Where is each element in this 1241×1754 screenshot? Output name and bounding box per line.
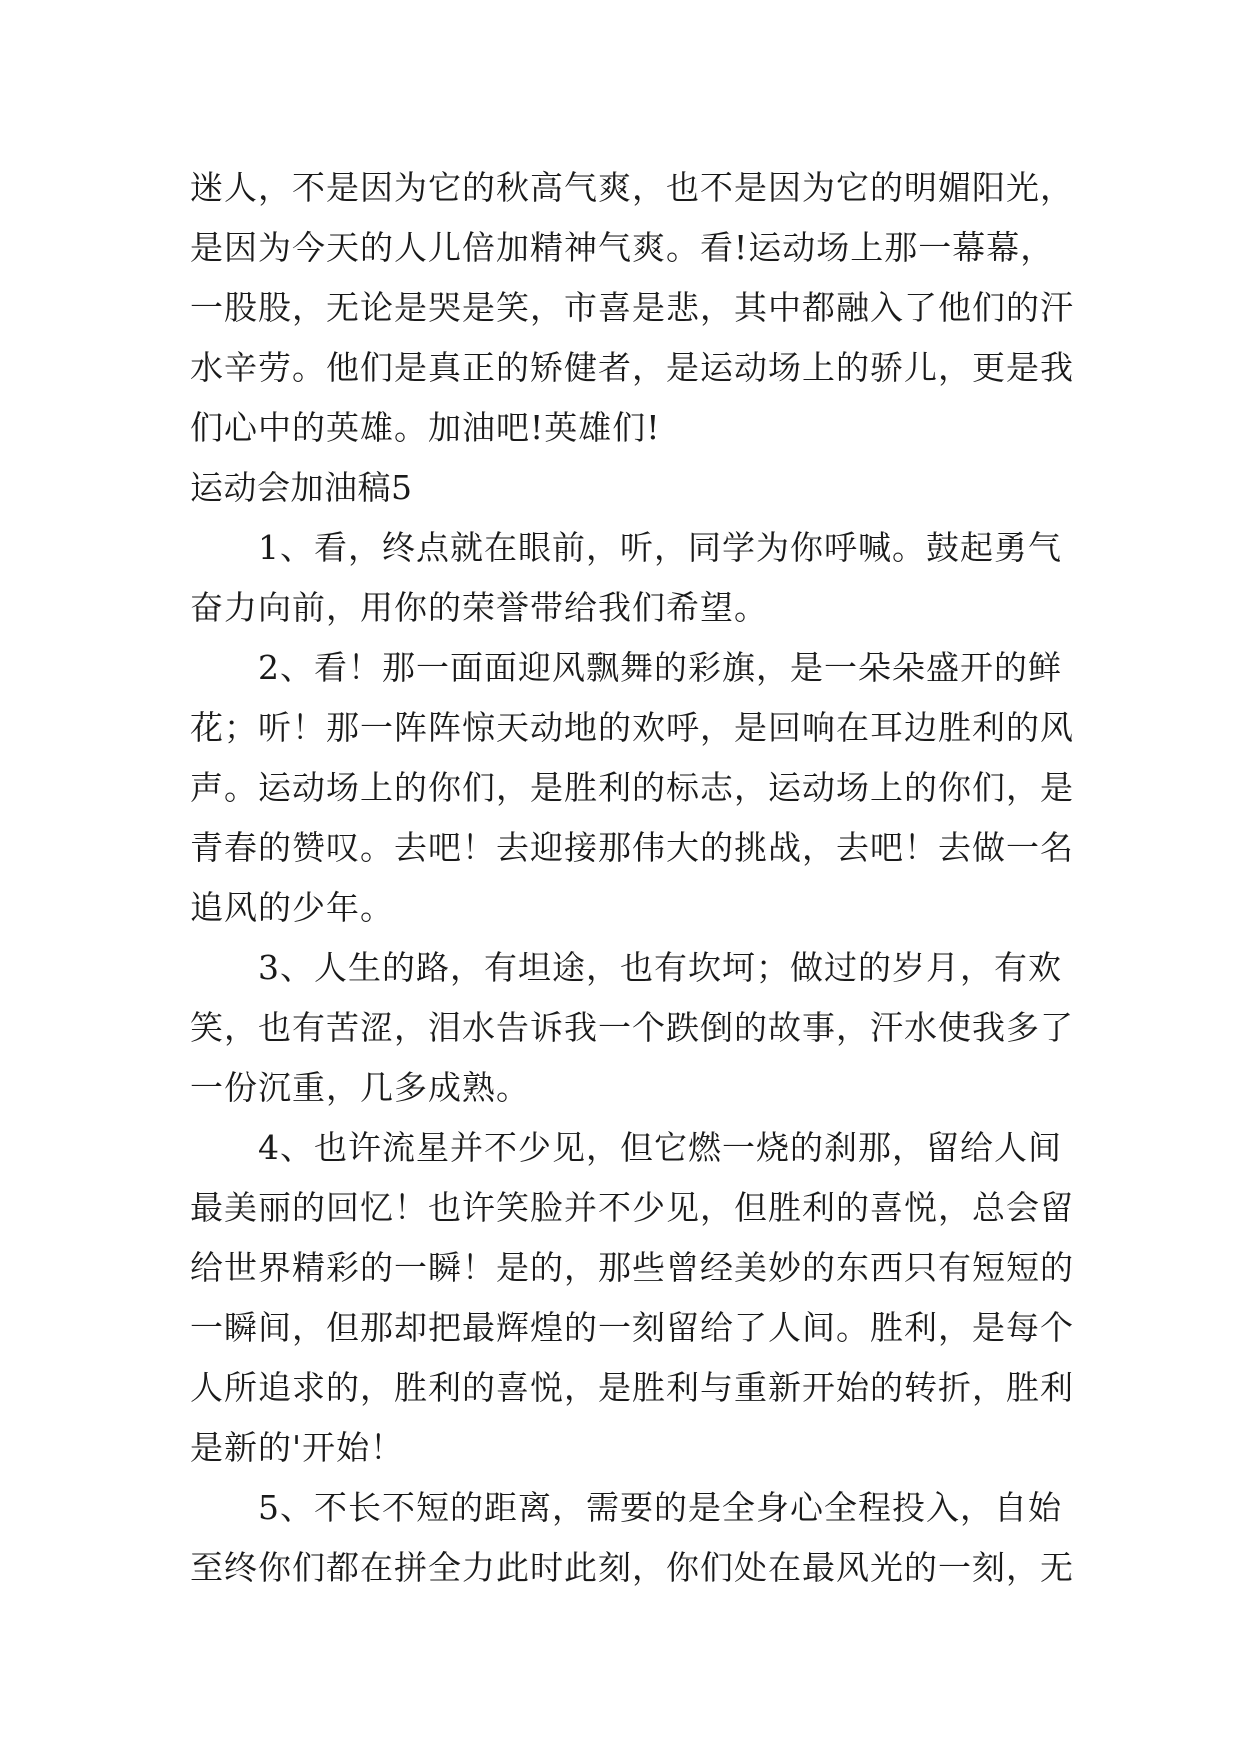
text-line: 给世界精彩的一瞬！是的，那些曾经美妙的东西只有短短的 xyxy=(190,1248,1074,1287)
text-line: 一股股，无论是哭是笑，市喜是悲，其中都融入了他们的汗 xyxy=(190,288,1074,327)
text-line: 人所追求的，胜利的喜悦，是胜利与重新开始的转折，胜利 xyxy=(190,1368,1074,1407)
section-heading: 运动会加油稿5 xyxy=(190,468,413,507)
paragraph-first-line: 2、看！那一面面迎风飘舞的彩旗，是一朵朵盛开的鲜 xyxy=(258,648,1062,687)
text-line: 是新的'开始！ xyxy=(190,1428,405,1467)
text-line: 们心中的英雄。加油吧!英雄们! xyxy=(190,408,661,447)
text-line: 笑，也有苦涩，泪水告诉我一个跌倒的故事，汗水使我多了 xyxy=(190,1008,1074,1047)
paragraph-first-line: 5、不长不短的距离，需要的是全身心全程投入，自始 xyxy=(258,1488,1062,1527)
text-line: 至终你们都在拼全力此时此刻，你们处在最风光的一刻，无 xyxy=(190,1548,1074,1587)
text-line: 追风的少年。 xyxy=(190,888,394,927)
text-line: 最美丽的回忆！也许笑脸并不少见，但胜利的喜悦，总会留 xyxy=(190,1188,1074,1227)
text-line: 青春的赞叹。去吧！去迎接那伟大的挑战，去吧！去做一名 xyxy=(190,828,1074,867)
paragraph-first-line: 4、也许流星并不少见，但它燃一烧的刹那，留给人间 xyxy=(258,1128,1062,1167)
text-line: 一瞬间，但那却把最辉煌的一刻留给了人间。胜利，是每个 xyxy=(190,1308,1074,1347)
paragraph-first-line: 1、看，终点就在眼前，听，同学为你呼喊。鼓起勇气 xyxy=(258,528,1062,567)
text-line: 奋力向前，用你的荣誉带给我们希望。 xyxy=(190,588,768,627)
paragraph-first-line: 3、人生的路，有坦途，也有坎坷；做过的岁月，有欢 xyxy=(258,948,1062,987)
text-line: 水辛劳。他们是真正的矫健者，是运动场上的骄儿，更是我 xyxy=(190,348,1074,387)
document-text xyxy=(190,158,1074,1598)
text-line: 是因为今天的人儿倍加精神气爽。看!运动场上那一幕幕， xyxy=(190,228,1055,267)
text-line: 花；听！那一阵阵惊天动地的欢呼，是回响在耳边胜利的风 xyxy=(190,708,1074,747)
text-line: 一份沉重，几多成熟。 xyxy=(190,1068,530,1107)
text-line: 迷人，不是因为它的秋高气爽，也不是因为它的明媚阳光， xyxy=(190,168,1074,207)
text-line: 声。运动场上的你们，是胜利的标志，运动场上的你们，是 xyxy=(190,768,1074,807)
